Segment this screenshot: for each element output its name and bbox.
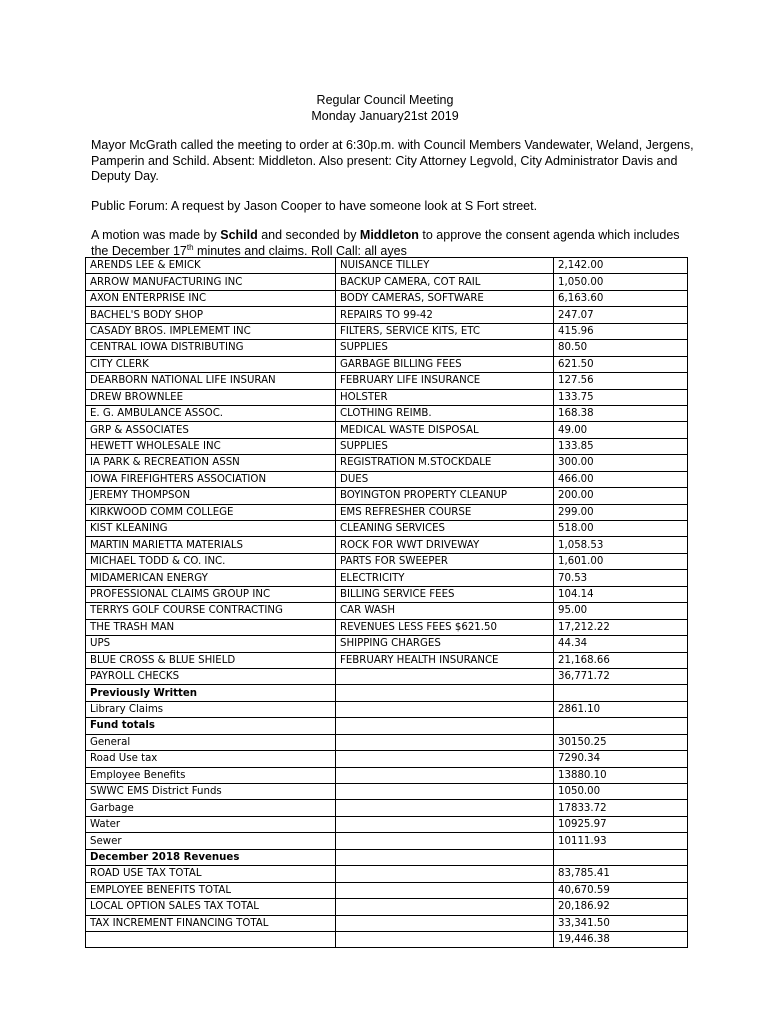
- motion-mover: Schild: [220, 228, 258, 242]
- vendor-cell: PAYROLL CHECKS: [86, 668, 336, 684]
- description-cell: PARTS FOR SWEEPER: [336, 553, 554, 569]
- vendor-cell: JEREMY THOMPSON: [86, 488, 336, 504]
- amount-cell: [554, 685, 688, 701]
- description-cell: REVENUES LESS FEES $621.50: [336, 619, 554, 635]
- vendor-cell: IOWA FIREFIGHTERS ASSOCIATION: [86, 471, 336, 487]
- amount-cell: 1,058.53: [554, 537, 688, 553]
- table-row: [86, 504, 688, 520]
- description-cell: BOYINGTON PROPERTY CLEANUP: [336, 488, 554, 504]
- description-cell: [336, 849, 554, 865]
- amount-cell: 83,785.41: [554, 866, 688, 882]
- description-cell: CAR WASH: [336, 603, 554, 619]
- amount-cell: 33,341.50: [554, 915, 688, 931]
- table-row: [86, 373, 688, 389]
- amount-cell: 40,670.59: [554, 882, 688, 898]
- table-row: [86, 356, 688, 372]
- motion-text-2: and seconded by: [257, 228, 360, 242]
- vendor-cell: CITY CLERK: [86, 356, 336, 372]
- description-cell: BILLING SERVICE FEES: [336, 586, 554, 602]
- description-cell: [336, 899, 554, 915]
- amount-cell: 21,168.66: [554, 652, 688, 668]
- vendor-cell: MICHAEL TODD & CO. INC.: [86, 553, 336, 569]
- motion-seconder: Middleton: [359, 228, 419, 242]
- table-row: [86, 800, 688, 816]
- amount-cell: 6,163.60: [554, 290, 688, 306]
- table-row: [86, 849, 688, 865]
- table-row: [86, 833, 688, 849]
- table-row: [86, 422, 688, 438]
- amount-cell: 247.07: [554, 307, 688, 323]
- vendor-cell: THE TRASH MAN: [86, 619, 336, 635]
- table-row: [86, 866, 688, 882]
- description-cell: SUPPLIES: [336, 340, 554, 356]
- description-cell: CLOTHING REIMB.: [336, 405, 554, 421]
- vendor-cell: BLUE CROSS & BLUE SHIELD: [86, 652, 336, 668]
- table-row: [86, 307, 688, 323]
- description-cell: [336, 866, 554, 882]
- amount-cell: 466.00: [554, 471, 688, 487]
- amount-cell: 518.00: [554, 521, 688, 537]
- table-row: [86, 734, 688, 750]
- amount-cell: 70.53: [554, 570, 688, 586]
- description-cell: [336, 784, 554, 800]
- table-row: [86, 784, 688, 800]
- vendor-cell: KIST KLEANING: [86, 521, 336, 537]
- claims-table: [85, 257, 688, 948]
- description-cell: ELECTRICITY: [336, 570, 554, 586]
- description-cell: MEDICAL WASTE DISPOSAL: [336, 422, 554, 438]
- motion-text-3: to approve the consent agenda which includes the December 17: [91, 228, 680, 258]
- description-cell: [336, 734, 554, 750]
- amount-cell: 415.96: [554, 323, 688, 339]
- motion-text-4: minutes and claims. Roll Call: all ayes: [193, 243, 407, 258]
- amount-cell: 44.34: [554, 636, 688, 652]
- table-row: [86, 323, 688, 339]
- description-cell: [336, 882, 554, 898]
- amount-cell: 20,186.92: [554, 899, 688, 915]
- vendor-cell: DEARBORN NATIONAL LIFE INSURAN: [86, 373, 336, 389]
- table-row: [86, 767, 688, 783]
- description-cell: EMS REFRESHER COURSE: [336, 504, 554, 520]
- table-row: [86, 685, 688, 701]
- vendor-cell: December 2018 Revenues: [86, 849, 336, 865]
- vendor-cell: Sewer: [86, 833, 336, 849]
- amount-cell: 621.50: [554, 356, 688, 372]
- description-cell: REPAIRS TO 99-42: [336, 307, 554, 323]
- table-row: [86, 816, 688, 832]
- amount-cell: 1050.00: [554, 784, 688, 800]
- table-row: [86, 455, 688, 471]
- vendor-cell: CENTRAL IOWA DISTRIBUTING: [86, 340, 336, 356]
- public-forum-paragraph: Public Forum: A request by Jason Cooper to have someone look at S Fort street.: [91, 199, 538, 213]
- description-cell: BODY CAMERAS, SOFTWARE: [336, 290, 554, 306]
- vendor-cell: E. G. AMBULANCE ASSOC.: [86, 405, 336, 421]
- vendor-cell: PROFESSIONAL CLAIMS GROUP INC: [86, 586, 336, 602]
- call-to-order-paragraph: Mayor McGrath called the meeting to order at 6:30p.m. with Council Members Vandewater, Weland, Jergens, Pamperin and Schild. Absent: Middleton. Also present: City Attorney Legvold, City Administrator Davis and Deputy Day.: [91, 138, 694, 183]
- amount-cell: 168.38: [554, 405, 688, 421]
- table-row: [86, 668, 688, 684]
- amount-cell: 30150.25: [554, 734, 688, 750]
- description-cell: [336, 701, 554, 717]
- document-title: Regular Council Meeting: [316, 93, 454, 107]
- vendor-cell: MARTIN MARIETTA MATERIALS: [86, 537, 336, 553]
- table-row: [86, 471, 688, 487]
- description-cell: DUES: [336, 471, 554, 487]
- vendor-cell: Water: [86, 816, 336, 832]
- table-row: [86, 488, 688, 504]
- description-cell: GARBAGE BILLING FEES: [336, 356, 554, 372]
- description-cell: ROCK FOR WWT DRIVEWAY: [336, 537, 554, 553]
- amount-cell: 17833.72: [554, 800, 688, 816]
- table-row: [86, 389, 688, 405]
- vendor-cell: TAX INCREMENT FINANCING TOTAL: [86, 915, 336, 931]
- description-cell: [336, 931, 554, 947]
- table-row: [86, 438, 688, 454]
- vendor-cell: UPS: [86, 636, 336, 652]
- description-cell: [336, 668, 554, 684]
- table-row: [86, 899, 688, 915]
- vendor-cell: Employee Benefits: [86, 767, 336, 783]
- table-row: [86, 652, 688, 668]
- description-cell: REGISTRATION M.STOCKDALE: [336, 455, 554, 471]
- description-cell: FEBRUARY LIFE INSURANCE: [336, 373, 554, 389]
- amount-cell: 2,142.00: [554, 258, 688, 274]
- amount-cell: 200.00: [554, 488, 688, 504]
- vendor-cell: Road Use tax: [86, 751, 336, 767]
- description-cell: FEBRUARY HEALTH INSURANCE: [336, 652, 554, 668]
- amount-cell: 49.00: [554, 422, 688, 438]
- vendor-cell: MIDAMERICAN ENERGY: [86, 570, 336, 586]
- vendor-cell: SWWC EMS District Funds: [86, 784, 336, 800]
- amount-cell: 80.50: [554, 340, 688, 356]
- vendor-cell: EMPLOYEE BENEFITS TOTAL: [86, 882, 336, 898]
- vendor-cell: KIRKWOOD COMM COLLEGE: [86, 504, 336, 520]
- table-row: [86, 274, 688, 290]
- table-row: [86, 553, 688, 569]
- table-row: [86, 603, 688, 619]
- table-row: [86, 915, 688, 931]
- vendor-cell: [86, 931, 336, 947]
- amount-cell: 104.14: [554, 586, 688, 602]
- amount-cell: 133.75: [554, 389, 688, 405]
- description-cell: [336, 718, 554, 734]
- vendor-cell: ARENDS LEE & EMICK: [86, 258, 336, 274]
- amount-cell: [554, 718, 688, 734]
- motion-text-1: A motion was made by: [91, 228, 221, 242]
- table-row: [86, 405, 688, 421]
- vendor-cell: HEWETT WHOLESALE INC: [86, 438, 336, 454]
- claims-table-body: [86, 258, 688, 948]
- motion-paragraph: [91, 228, 696, 259]
- amount-cell: 95.00: [554, 603, 688, 619]
- vendor-cell: General: [86, 734, 336, 750]
- description-cell: [336, 816, 554, 832]
- amount-cell: 2861.10: [554, 701, 688, 717]
- description-cell: FILTERS, SERVICE KITS, ETC: [336, 323, 554, 339]
- amount-cell: 299.00: [554, 504, 688, 520]
- vendor-cell: DREW BROWNLEE: [86, 389, 336, 405]
- vendor-cell: Garbage: [86, 800, 336, 816]
- table-row: [86, 701, 688, 717]
- description-cell: SUPPLIES: [336, 438, 554, 454]
- table-row: [86, 751, 688, 767]
- description-cell: [336, 751, 554, 767]
- table-row: [86, 537, 688, 553]
- description-cell: [336, 833, 554, 849]
- table-row: [86, 521, 688, 537]
- table-row: [86, 882, 688, 898]
- amount-cell: 10925.97: [554, 816, 688, 832]
- table-row: [86, 290, 688, 306]
- vendor-cell: CASADY BROS. IMPLEMEMT INC: [86, 323, 336, 339]
- table-row: [86, 619, 688, 635]
- vendor-cell: ARROW MANUFACTURING INC: [86, 274, 336, 290]
- description-cell: CLEANING SERVICES: [336, 521, 554, 537]
- table-row: [86, 931, 688, 947]
- amount-cell: [554, 849, 688, 865]
- amount-cell: 19,446.38: [554, 931, 688, 947]
- vendor-cell: IA PARK & RECREATION ASSN: [86, 455, 336, 471]
- amount-cell: 127.56: [554, 373, 688, 389]
- table-row: [86, 570, 688, 586]
- motion-ordinal-suffix: th: [186, 242, 194, 252]
- description-cell: [336, 915, 554, 931]
- vendor-cell: Fund totals: [86, 718, 336, 734]
- meeting-date: Monday January21st 2019: [311, 108, 459, 123]
- amount-cell: 10111.93: [554, 833, 688, 849]
- amount-cell: 7290.34: [554, 751, 688, 767]
- table-row: [86, 340, 688, 356]
- description-cell: NUISANCE TILLEY: [336, 258, 554, 274]
- table-row: [86, 636, 688, 652]
- vendor-cell: TERRYS GOLF COURSE CONTRACTING: [86, 603, 336, 619]
- vendor-cell: BACHEL'S BODY SHOP: [86, 307, 336, 323]
- description-cell: HOLSTER: [336, 389, 554, 405]
- vendor-cell: ROAD USE TAX TOTAL: [86, 866, 336, 882]
- vendor-cell: Previously Written: [86, 685, 336, 701]
- description-cell: BACKUP CAMERA, COT RAIL: [336, 274, 554, 290]
- description-cell: [336, 685, 554, 701]
- table-row: [86, 718, 688, 734]
- amount-cell: 300.00: [554, 455, 688, 471]
- amount-cell: 1,050.00: [554, 274, 688, 290]
- description-cell: SHIPPING CHARGES: [336, 636, 554, 652]
- vendor-cell: GRP & ASSOCIATES: [86, 422, 336, 438]
- document-header: [0, 93, 770, 124]
- amount-cell: 13880.10: [554, 767, 688, 783]
- amount-cell: 1,601.00: [554, 553, 688, 569]
- amount-cell: 133.85: [554, 438, 688, 454]
- table-row: [86, 258, 688, 274]
- vendor-cell: AXON ENTERPRISE INC: [86, 290, 336, 306]
- amount-cell: 17,212.22: [554, 619, 688, 635]
- amount-cell: 36,771.72: [554, 668, 688, 684]
- vendor-cell: Library Claims: [86, 701, 336, 717]
- vendor-cell: LOCAL OPTION SALES TAX TOTAL: [86, 899, 336, 915]
- description-cell: [336, 767, 554, 783]
- description-cell: [336, 800, 554, 816]
- table-row: [86, 586, 688, 602]
